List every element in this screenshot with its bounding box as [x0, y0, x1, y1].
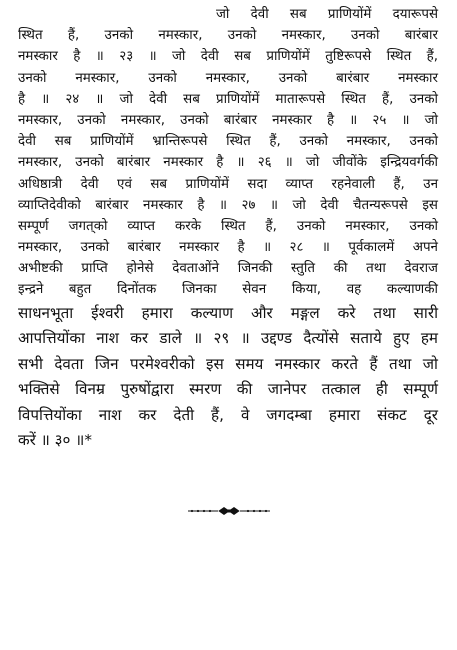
text-line-5: है ॥ २४ ॥ जो देवी सब प्राणियोंमें मातारूपसे स्थित हैं, उनको — [18, 91, 438, 107]
text-line-2: स्थित हैं, उनको नमस्कार, उनको नमस्कार, उनको बारंबार — [18, 28, 438, 44]
text-line-8: नमस्कार, उनको बारंबार नमस्कार है ॥ २६ ॥ जो जीवोंके इन्द्रियवर्गकी — [18, 155, 438, 171]
text-line-17: सभी देवता जिन परमेश्वरीको इस समय नमस्कार करते हैं तथा जो — [18, 354, 438, 373]
text-line-7: देवी सब प्राणियोंमें भ्रान्तिरूपसे स्थित हैं, उनको नमस्कार, उनको — [18, 134, 438, 150]
text-line-12: नमस्कार, उनको बारंबार नमस्कार है ॥ २८ ॥ पूर्वकालमें अपने — [18, 240, 438, 256]
text-line-3: नमस्कार है ॥ २३ ॥ जो देवी सब प्राणियोंमें तुष्टिरूपसे स्थित हैं, — [18, 49, 438, 65]
text-line-6: नमस्कार, उनको नमस्कार, उनको बारंबार नमस्कार है ॥ २५ ॥ जो — [18, 112, 438, 128]
text-line-11: सम्पूर्ण जगत्‌को व्याप्त करके स्थित हैं, उनको नमस्कार, उनको — [18, 218, 438, 234]
text-line-16: आपत्तियोंका नाश कर डाले ॥ २९ ॥ उद्दण्ड दैत्योंसे सताये हुए हम — [18, 329, 438, 348]
text-line-18: भक्तिसे विनम्र पुरुषोंद्वारा स्मरण की जानेपर तत्काल ही सम्पूर्ण — [18, 380, 438, 399]
text-line-20: करें ॥ ३० ॥* — [18, 431, 92, 450]
text-line-4: उनको नमस्कार, उनको नमस्कार, उनको बारंबार नमस्कार — [18, 70, 438, 86]
text-line-14: इन्द्रने बहुत दिनोंतक जिनका सेवन किया, वह कल्याणकी — [18, 282, 438, 298]
text-line-19: विपत्तियोंका नाश कर देती हैं, वे जगदम्बा हमारा संकट दूर — [18, 405, 438, 424]
text-line-9: अधिष्ठात्री देवी एवं सब प्राणियोंमें सदा व्याप्त रहनेवाली हैं, उन — [18, 176, 438, 192]
decorative-divider-ornament-icon — [186, 506, 272, 516]
text-line-15: साधनभूता ईश्वरी हमारा कल्याण और मङ्गल करे तथा सारी — [18, 303, 438, 322]
text-line-1: जो देवी सब प्राणियोंमें दयारूपसे — [216, 7, 438, 22]
text-line-10: व्याप्तिदेवीको बारंबार नमस्कार है ॥ २७ ॥ जो देवी चैतन्यरूपसे इस — [18, 197, 438, 213]
text-line-13: अभीष्टकी प्राप्ति होनेसे देवताओंने जिनकी स्तुति की तथा देवराज — [18, 261, 438, 277]
hymn-text-block — [18, 4, 438, 454]
